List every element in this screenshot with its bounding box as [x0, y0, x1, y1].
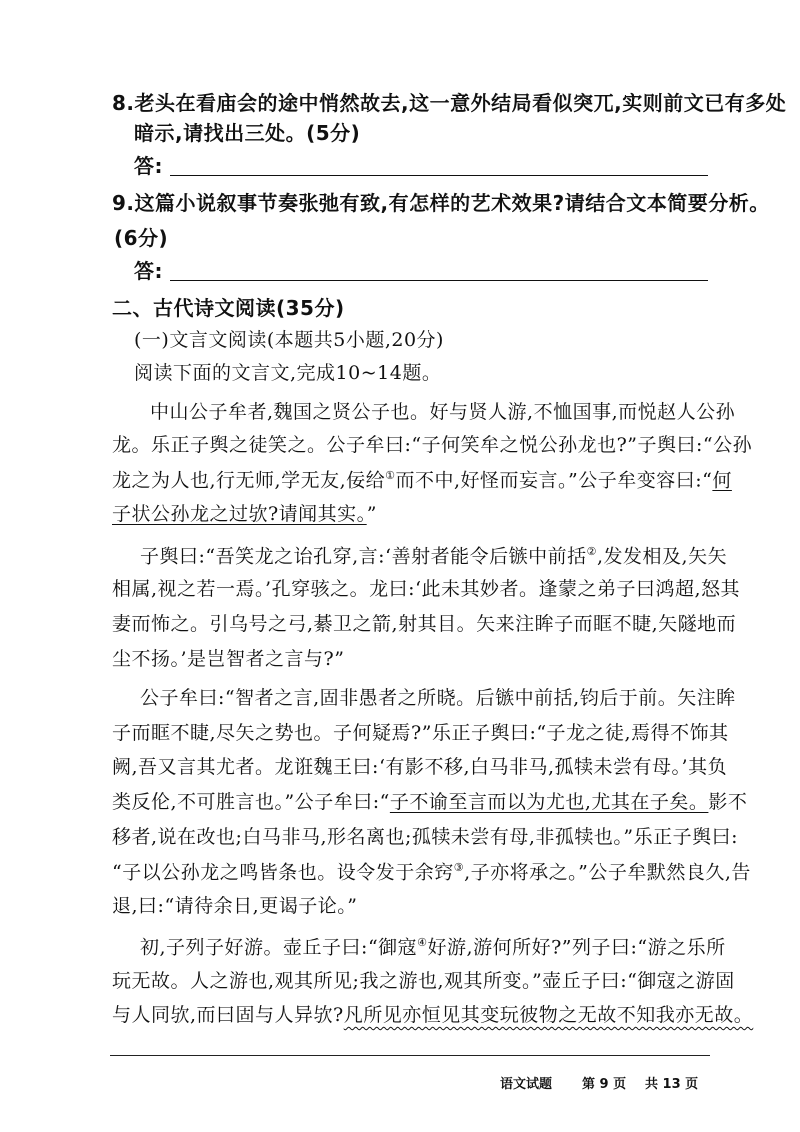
passage-p4-line-2: 玩无故。人之游也,观其所见;我之游也,观其所变。”壶丘子曰:“御寇之游固: [112, 970, 735, 992]
footer-subject: 语文试题: [500, 1077, 553, 1092]
passage-p1-line-3: [112, 470, 732, 490]
footnote-marker-1: ①: [385, 469, 396, 482]
question-9-answer-label: 答:: [134, 259, 163, 283]
p3-l4-text-a: 类反伦,不可胜言也。”公子牟曰:“: [112, 791, 390, 813]
passage-p3-line-1: 公子牟曰:“智者之言,固非愚者之所晓。后镞中前括,钧后于前。矢注眸: [140, 687, 736, 709]
footer-divider: [110, 1055, 710, 1056]
passage-p2-line-1: [140, 546, 727, 566]
question-8-line-2: 暗示,请找出三处。(5分): [134, 121, 361, 145]
passage-p4-line-3: [112, 1006, 753, 1025]
question-9-line-2: (6分): [114, 226, 169, 250]
passage-p2-line-2: 相属,视之若一焉。’孔穿骇之。龙曰:‘此未其妙者。逢蒙之弟子曰鸿超,怒其: [112, 578, 741, 600]
subsection-title: (一)文言文阅读(本题共5小题,20分): [134, 329, 444, 351]
passage-p3-line-7: 退,曰:“请待余日,更谒子论。”: [112, 895, 358, 917]
passage-p3-line-6: [112, 862, 751, 882]
footnote-marker-4: ④: [417, 936, 428, 949]
passage-p3-line-4: [112, 793, 747, 812]
footnote-marker-2: ②: [586, 545, 597, 558]
p4-l1-text-a: 初,子列子好游。壶丘子曰:“御寇: [140, 936, 418, 959]
section-title: 二、古代诗文阅读(35分): [112, 296, 345, 320]
footer-page-number: 第 9 页: [582, 1077, 627, 1092]
passage-p1-line-1: 中山公子牟者,魏国之贤公子也。好与贤人游,不恤国事,而悦赵人公孙: [150, 401, 736, 423]
passage-p4-line-1: [140, 937, 726, 957]
reading-instruction: 阅读下面的文言文,完成10~14题。: [134, 362, 442, 384]
p3-l4-text-b: 影不: [708, 791, 748, 813]
p1-l4-quote-close: ”: [366, 503, 377, 525]
p1-l3-text-b: 而不中,好怪而妄言。”公子牟变容曰:“: [395, 469, 713, 492]
passage-p1-line-2: 龙。乐正子舆之徒笑之。公子牟曰:“子何笑牟之悦公孙龙也?”子舆曰:“公孙: [112, 434, 753, 456]
p3-l6-text-a: “子以公孙龙之鸣皆条也。设令发于余窍: [112, 861, 454, 884]
question-9-answer-line[interactable]: [170, 280, 708, 281]
question-9-line-1: 9.这篇小说叙事节奏张弛有致,有怎样的艺术效果?请结合文本简要分析。: [112, 191, 770, 215]
question-8-answer-label: 答:: [134, 154, 163, 178]
passage-p3-line-2: 子而眶不睫,尽矢之势也。子何疑焉?”乐正子舆曰:“子龙之徒,焉得不饰其: [112, 722, 729, 744]
p2-l1-text-a: 子舆曰:“吾笑龙之诒孔穿,言:‘善射者能令后镞中前括: [140, 545, 587, 568]
underlined-question-start: 何: [712, 469, 732, 492]
underlined-translation-sentence: 子不谕至言而以为尤也,尤其在子矣。: [389, 791, 709, 813]
passage-p2-line-4: 尘不扬。’是岂智者之言与?”: [112, 648, 345, 670]
question-8-answer-line[interactable]: [170, 175, 708, 176]
underlined-question-end: 子状公孙龙之过欤?请闻其实。: [112, 503, 367, 525]
p2-l1-text-b: ,发发相及,矢矢: [596, 545, 728, 568]
passage-p2-line-3: 妻而怖之。引乌号之弓,綦卫之箭,射其目。矢来注眸子而眶不睫,矢隧地而: [112, 613, 737, 635]
footer-total-pages: 共 13 页: [645, 1077, 699, 1092]
p1-l3-text-a: 龙之为人也,行无师,学无友,佞给: [112, 469, 386, 492]
question-8-line-1: 8.老头在看庙会的途中悄然故去,这一意外结局看似突兀,实则前文已有多处: [112, 91, 787, 115]
wavy-underlined-punctuation-sentence: 凡所见亦恒见其变玩彼物之无故不知我亦无故。: [343, 1004, 754, 1026]
passage-p3-line-5: 移者,说在改也;白马非马,形名离也;孤犊未尝有母,非孤犊也。”乐正子舆曰:: [112, 826, 739, 848]
passage-p3-line-3: 阙,吾又言其尤者。龙诳魏王曰:‘有影不移,白马非马,孤犊未尝有母。’其负: [112, 756, 728, 778]
p3-l6-text-b: ,子亦将承之。”公子牟默然良久,告: [464, 861, 751, 884]
p4-l1-text-b: 好游,游何所好?”列子曰:“游之乐所: [427, 936, 726, 959]
footnote-marker-3: ③: [453, 861, 465, 874]
p4-l3-text-a: 与人同欤,而曰固与人异欤?: [112, 1004, 344, 1026]
passage-p1-line-4: [112, 505, 377, 524]
